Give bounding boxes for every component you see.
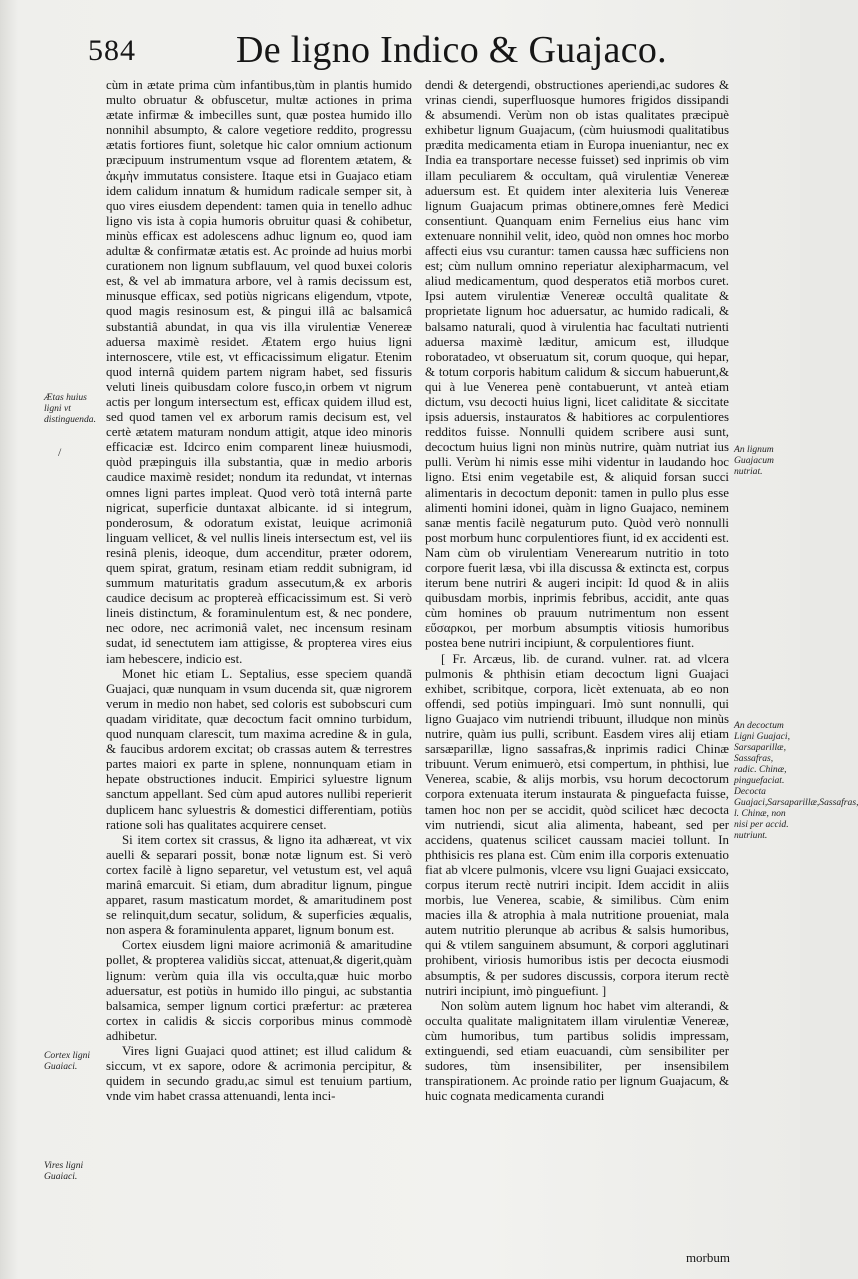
right-column <box>425 78 729 1104</box>
margin-note-aetas: Ætas huius ligni vt distinguenda. <box>44 392 96 425</box>
right-paragraph-2: [ Fr. Arcæus, lib. de curand. vulner. rat. ad vlcera pulmonis & phthisin etiam decoctum ligni Guajaci exhibet, scribitque, corpora, licèt extenuata, ab eo non offendi, sed potiùs impinguari. Imò sunt nonnulli, qui ligno Guajaco vim nutriendi tribuunt, illudque non minùs nutrire, quàm ius pulli, scribunt. Easdem vires alij etiam sarsæparillæ, ligno sassafras,& inprimis radici Chinæ tribuunt. Verum enimuerò, etsi compertum, in phthisi, lue Venerea, scabie, & alijs morbis, vsu horum decoctorum corpora extenuata iterum instaurata & pinguefacta fuisse, tamen hoc non per se accidit, quòd scilicet hæc decocta vim nutriendi, sicut alia alimenta, habeant, sed per accidens, quatenus scilicet caussam maciei tollunt. In phthisicis res plana est. Cùm enim illa corporis extenuatio fiat ab vlcere pulmonis, vlcere vsu ligni Guajaci exsiccato, corpus iterum rectè nutriri incipit. Idem accidit in aliis morbis, lue Venerea, scabie, & similibus. Cùm enim macies illa & atrophia à mala nutritione proueniat, mala autem nutritio plerunque ab acribus & salsis humoribus, qui & vtilem sanguinem absumunt, & corpori agglutinari prohibent, viriosis humoribus istis per decocta eiusmodi absumptis, & per sudores discussis, corpora iterum rectè nutriri incipiunt, imò pinguefiunt. ] <box>425 651 729 998</box>
left-paragraph-2: Monet hic etiam L. Septalius, esse speciem quandã Guajaci, quæ nunquam in vsum ducenda sit, quæ nigrorem verum in medio non habet, sed coloris est subobscuri cum quadam viriditate, quæ decoctum facit omnino turbidum, quod nunquam clarescit, tum maxima acredine & in gula, & faucibus ardorem excitat; ob crassas autem & terrestres partes maiori ex parte in splene, nonnunquam etiam in hepate obstructiones inducit. Empirici syluestre lignum sanctum appellant. Sed cùm apud autores nullibi reperierit duplicem hanc syluestris & domestici differentiam, potiùs ratione soli has qualitates acquirere censet. <box>106 666 412 832</box>
margin-note-an-decoctum: An decoctum Ligni Guajaci, Sarsaparillæ, Sassafras, radic. Chinæ, pinguefaciat. Decocta Guajaci,Sarsaparillæ,Sassafras, l. Chinæ, non nisi per accid. nutriunt. <box>734 720 858 841</box>
running-title: De ligno Indico & Guajaco. <box>236 29 667 71</box>
margin-note-vires: Vires ligni Guaiaci. <box>44 1160 84 1182</box>
left-column <box>106 78 412 1104</box>
margin-note-an-lignum: An lignum Guajacum nutriat. <box>734 444 774 477</box>
page-header <box>88 28 668 74</box>
left-paragraph-1: cùm in ætate prima cùm infantibus,tùm in plantis humido multo obruatur & obfuscetur, multæ actiones in prima ætate infirmæ & imbecilles sunt, quæ postea humido illo nonnihil absumpto, & calore vegetiore reddito, progressu ætatis fortiores fiunt, soletque hic calor omnium actionum præcipuum instrumentum vsque ad florentem ætatem, & ἀκμὴν immutatus consistere. Itaque etsi in Guajaco etiam idem calidum innatum & humidum radicale semper sit, à quo vires eiusdem dependent: tamen quia in tenello adhuc ligno vis ista à copia humoris obruitur quasi & cohibetur, minùs efficax est adolescens adhuc lignum eo, quod iam adultæ & confirmatæ ætatis est. Ac proinde ad huius morbi curationem non lignum subflauum, vel quod buxei coloris est, & vel ab immatura arbore, vel à ramis decissum est, minusque efficax, sed potiùs nigricans eligendum, vtpote, quod magis resinosum est, & pingui illâ ac balsamicâ substantiâ abundat, in qua vis illa virulentiæ Venereæ aduersa maximè residet. Ætatem ergo huius ligni internoscere, vtile est, vt efficacissimum eligatur. Etenim quod internâ quidem partem nigram habet, sed fissuris veluti lineis quibusdam colore fusco,in orbem vt nigrum actis per longum intersectum est, efficax quidem illud est, sed quod tamen vel ex arborum ramis decisum est, vel certè ætatem maturam nondum attigit, atque ideo minoris efficaciæ est. Idcirco enim comparent lineæ huiusmodi, quòd præpinguis illa substantia, quæ in medio arboris caudice maximè residet; nondum ita redundat, vt internas omnes ligni partes impleat. Quod verò totâ internâ parte nigricat, superficie duntaxat albicante. id si integrum, ponderosum, & odoratum existat, leuique acrimoniâ linguam vellicet, & vel nullis lineis intersectum est, vel iis resinâ plenis, ideoque, dum accenditur, præter odorem, quem spirat, gratum, resinam etiam reddit subnigram, id summum maturitatis gradum assecutum,& ex arboris caudice decisum ac proptereà efficacissimum est. Si verò lineis distinctum, & foraminulentum est, & nec pondere, nec odore, nec acrimoniâ valet, nec incensum resinam sudat, id senectutem iam attigisse, & propterea vires eius iam hebescere, indicio est. <box>106 78 412 666</box>
left-paragraph-5: Vires ligni Guajaci quod attinet; est illud calidum & siccum, vt ex sapore, odore & acrimonia percipitur, & quidem in secundo gradu,ac simul est tenuium partium, vnde vim habet crassa attenuandi, lenta inci- <box>106 1044 412 1104</box>
margin-mark: / <box>58 445 62 459</box>
right-paragraph-1: dendi & detergendi, obstructiones aperiendi,ac sudores & vrinas ciendi, superfluosque humores frigidos dissipandi & absumendi. Verùm non ob istas qualitates præcipuè exhibetur lignum Guajacum, (cùm huiusmodi qualitatibus prædita medicamenta etiam in Europa inueniantur, nec ex India ea transportare necesse fuisset) sed inprimis ob vim illam peculiarem & occultam, quâ virulentiæ Venereæ aduersum est. Et quidem inter alexiteria luis Venereæ lignum Guajacum primas obtinere,omnes ferè Medici consentiunt. Quanquam enim Fernelius eius hanc vim extenuare nonnihil velit, ideo, quòd non omnes hoc morbo affecti eius vsu curantur: tamen caussa hæc sufficiens non est; cùm nullum omnino reperiatur alexipharmacum, vel aliud medicamentum, quod desperatos etiã morbos curet. Ipsi autem virulentiæ Venereæ occultâ qualitate & proprietate lignum hoc aduersatur, ac humido radicali, & balsamo naturali, quod à virulentia hac facultati nutrienti aduersa maximè læditur, amicum est, illudque roboratadeo, vt obseruatum sit, corum quoque, qui hepar, & totum corporis habitum calidum & siccum habuerunt,& qui à lue Venerea penè contabuerunt, vt anteà etiam dictum, vsu decocti huius ligni, licet caliditate & siccitate ipsis aduersis, instauratos & habitiores ac corpulentiores redditos fuisse. Nonnulli quidem scribere ausi sunt, decoctum huius ligni non minùs nutrire, quàm nutriat ius pulli. Verùm hi nimis esse mihi videntur in laudando hoc ligno. Etsi enim vegetabile est, & aliquid forsan succi alimentaris in decoctum deponit: tamen in pullo plus esse alimenti homini idonei, quàm in ligno Guajaco, neminem sanæ mentis facilè negaturum puto. Quòd verò nonnulli post morbum hunc corpulentiores fiunt, id ex accidenti est. Nam cùm ob virulentiam Venerearum nutritio in toto corpore fuerit læsa, vbi illa discussa & extincta est, corpus iterum bene nutriri & augeri incipit: Id quod & in aliis quibusdam morbis, inprimis febribus, accidit, ante quas cùm homines ob prauum nutrimentum non essent εὔσαρκοι, per morbum absumptis vitiosis humoribus postea bene nutriri incipiunt, & corpulentiores fiunt. <box>425 78 729 651</box>
right-paragraph-3: Non solùm autem lignum hoc habet vim alterandi, & occulta qualitate malignitatem illam virulentiæ Venereæ, cùm humoribus, tum partibus solidis impressam, extinguendi, sed etiam euacuandi, cùm sensibiliter per sudores, tùm insensibiliter, per insensibilem transpirationem. Ac proinde ratio per lignum Guajacum, & huic cognata medicamenta curandi <box>425 998 729 1104</box>
left-paragraph-3: Si item cortex sit crassus, & ligno ita adhæreat, vt vix auelli & separari possit, bonæ notæ lignum est. Si verò cortex facilè à ligno separetur, vel vetustum est, vel aquâ marinâ emarcuit. Si etiam, dum abraditur lignum, pingue apparet, rasum masticatum mordet, & amaritudinem post se relinquit,dum secatur, solidum, & superficies æqualis, non aspera & foraminulenta apparet, lignum bonum est. <box>106 832 412 938</box>
catchword: morbum <box>685 1250 730 1265</box>
page-number: 584 <box>88 34 136 67</box>
margin-note-cortex: Cortex ligni Guaiaci. <box>44 1050 91 1072</box>
left-paragraph-4: Cortex eiusdem ligni maiore acrimoniâ & amaritudine pollet, & propterea validiùs siccat, attenuat,& digerit,quàm lignum: verùm quia illa vis occulta,quæ huic morbo aduersatur, est potiùs in humido illo pingui, ac substantia balsamica, semper lignum cortici præfertur: ac præterea cortex in calidis & siccis corporibus minus commodè adhibetur. <box>106 938 412 1043</box>
